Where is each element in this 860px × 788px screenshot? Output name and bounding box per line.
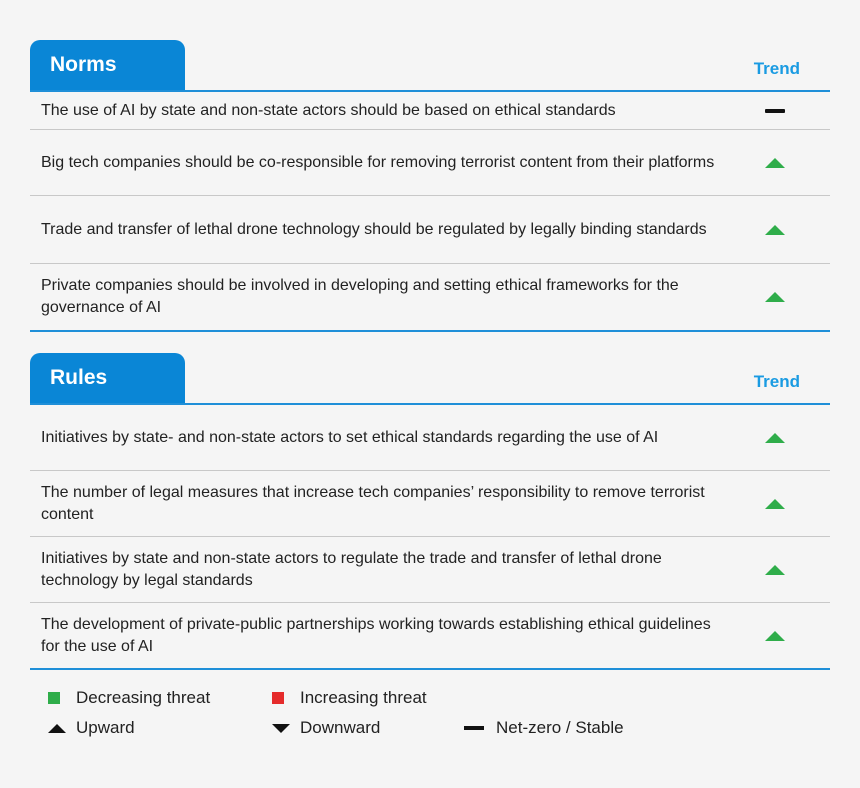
trend-cell [720, 565, 830, 575]
legend-item-stable [464, 718, 624, 738]
norms-trend-header: Trend [753, 59, 800, 78]
trend-cell [720, 158, 830, 168]
legend-item-decreasing [48, 688, 272, 708]
legend-label: Decreasing threat [76, 688, 211, 707]
row-text: Initiatives by state and non-state actors to regulate the trade and transfer of lethal drone technology by legal standards [41, 549, 662, 589]
row-text: Initiatives by state- and non-state actors to set ethical standards regarding the use of AI [41, 428, 659, 446]
legend-item-upward [48, 718, 272, 738]
trend-cell [720, 225, 830, 235]
upward-triangle-icon [765, 631, 785, 641]
table-row [30, 92, 830, 130]
table-row [30, 537, 830, 603]
trend-cell [720, 433, 830, 443]
green-square-icon [48, 692, 60, 704]
legend-label: Upward [76, 718, 135, 737]
upward-triangle-icon [765, 158, 785, 168]
row-text: The development of private-public partnerships working towards establishing ethical guidelines for the use of AI [41, 615, 711, 655]
legend-item-downward [272, 718, 464, 738]
legend-label: Increasing threat [300, 688, 427, 707]
legend-row-trend [48, 713, 624, 743]
rules-title: Rules [30, 353, 185, 403]
trend-cell [720, 499, 830, 509]
row-text: Big tech companies should be co-responsible for removing terrorist content from their platforms [41, 153, 715, 171]
trend-cell [720, 292, 830, 302]
legend-label: Net-zero / Stable [496, 718, 624, 737]
trend-cell [720, 109, 830, 113]
stable-dash-icon [765, 109, 785, 113]
table-row [30, 603, 830, 670]
rules-trend-header: Trend [753, 372, 800, 391]
upward-triangle-icon [765, 225, 785, 235]
rules-section [30, 353, 830, 670]
rules-header [30, 353, 830, 405]
stable-dash-icon [464, 726, 484, 730]
upward-triangle-icon [765, 499, 785, 509]
table-row [30, 405, 830, 471]
table-row [30, 130, 830, 196]
legend-item-increasing [272, 688, 427, 708]
downward-triangle-icon [272, 724, 290, 733]
trend-cell [720, 631, 830, 641]
row-text: The use of AI by state and non-state actors should be based on ethical standards [41, 101, 616, 119]
legend [48, 683, 624, 743]
upward-triangle-icon [48, 724, 66, 733]
row-text: The number of legal measures that increase tech companies’ responsibility to remove terrorist content [41, 483, 705, 523]
red-square-icon [272, 692, 284, 704]
norms-section [30, 40, 830, 332]
upward-triangle-icon [765, 433, 785, 443]
table-row [30, 196, 830, 264]
legend-label: Downward [300, 718, 381, 737]
norms-title: Norms [30, 40, 185, 90]
row-text: Trade and transfer of lethal drone technology should be regulated by legally binding standards [41, 220, 707, 238]
row-text: Private companies should be involved in developing and setting ethical frameworks for the governance of AI [41, 277, 679, 316]
upward-triangle-icon [765, 292, 785, 302]
table-row [30, 471, 830, 537]
table-row [30, 264, 830, 332]
norms-header [30, 40, 830, 92]
legend-row-threat [48, 683, 624, 713]
upward-triangle-icon [765, 565, 785, 575]
